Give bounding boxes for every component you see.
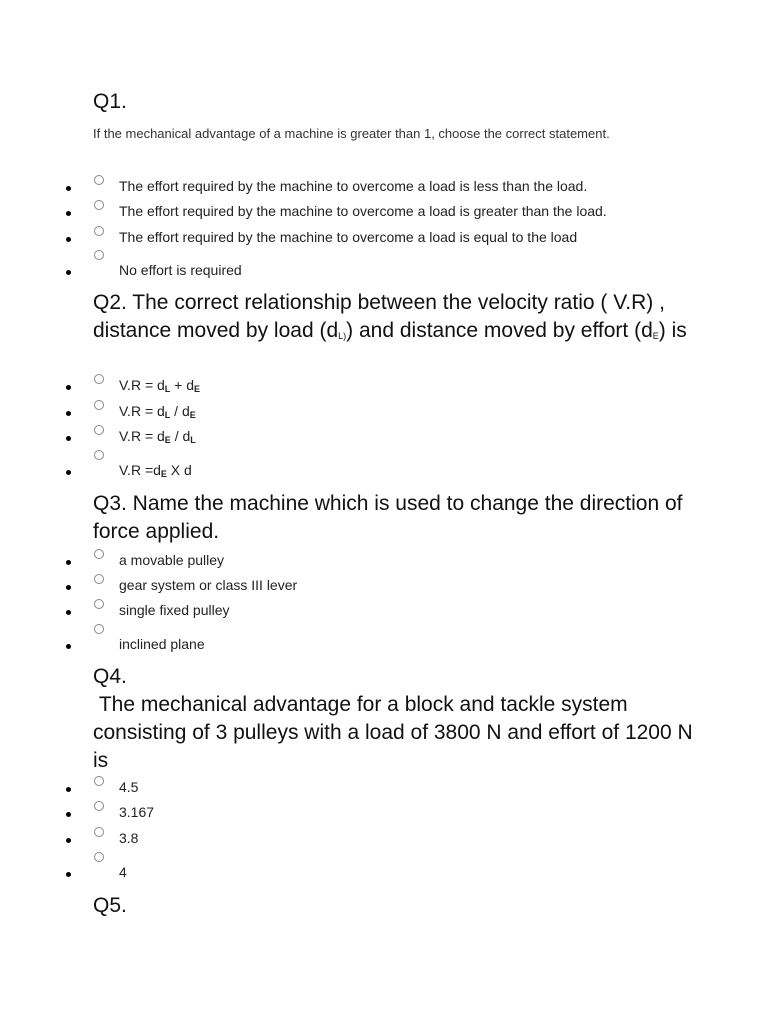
bullet-icon	[66, 812, 71, 817]
bullet-icon	[66, 585, 71, 590]
bullet-icon	[66, 787, 71, 792]
radio-button[interactable]	[94, 450, 104, 460]
bullet-icon	[66, 186, 71, 191]
q2-option-3[interactable]	[0, 428, 768, 450]
question-4-text: The mechanical advantage for a block and tackle system consisting of 3 pulleys with a load of 3800 N and effort of 1200 N is	[93, 693, 699, 772]
question-2-text: Q2. The correct relationship between the velocity ratio ( V.R) , distance moved by load $(d_{L)})$ and distance moved by effort $(d_E)$ is	[93, 291, 687, 342]
option-label: $V.R = d_L / d_E$	[119, 403, 196, 420]
option-label: $V.R = d_E / d_L$	[119, 428, 196, 445]
q3-option-1[interactable]	[0, 552, 768, 574]
bullet-icon	[66, 211, 71, 216]
q4-option-4[interactable]	[0, 864, 768, 886]
option-label: 4.5	[119, 779, 139, 795]
option-label: inclined plane	[119, 636, 205, 652]
q3-option-3[interactable]	[0, 602, 768, 624]
q1-option-2[interactable]	[0, 203, 768, 225]
option-label: a movable pulley	[119, 552, 225, 568]
radio-button[interactable]	[94, 226, 104, 236]
q2-option-4[interactable]	[0, 462, 768, 484]
option-label: The effort required by the machine to overcome a load is greater than the load.	[119, 203, 607, 219]
bullet-icon	[66, 270, 71, 275]
radio-button[interactable]	[94, 599, 104, 609]
radio-button[interactable]	[94, 801, 104, 811]
question-1-text: If the mechanical advantage of a machine is greater than 1, choose the correct statement.	[93, 126, 610, 141]
q1-option-1[interactable]	[0, 178, 768, 200]
q1-option-4[interactable]	[0, 262, 768, 284]
bullet-icon	[66, 644, 71, 649]
radio-button[interactable]	[94, 827, 104, 837]
radio-button[interactable]	[94, 200, 104, 210]
option-label: $V.R = d_L + d_E$	[119, 377, 201, 394]
bullet-icon	[66, 838, 71, 843]
bullet-icon	[66, 237, 71, 242]
option-label: 3.167	[119, 804, 155, 820]
q4-option-3[interactable]	[0, 830, 768, 852]
question-3-text: Q3. Name the machine which is used to change the direction of force applied.	[93, 492, 683, 543]
option-label: gear system or class III lever	[119, 577, 298, 593]
q2-option-2[interactable]	[0, 403, 768, 425]
option-label: 4	[119, 864, 127, 880]
bullet-icon	[66, 436, 71, 441]
option-label: single fixed pulley	[119, 602, 230, 618]
q4-option-1[interactable]	[0, 779, 768, 801]
option-label: 3.8	[119, 830, 139, 846]
radio-button[interactable]	[94, 549, 104, 559]
radio-button[interactable]	[94, 250, 104, 260]
radio-button[interactable]	[94, 776, 104, 786]
question-1-heading: Q1.	[93, 90, 127, 113]
option-label: The effort required by the machine to overcome a load is less than the load.	[119, 178, 588, 194]
radio-button[interactable]	[94, 175, 104, 185]
q3-option-4[interactable]	[0, 636, 768, 658]
q4-option-2[interactable]	[0, 804, 768, 826]
question-5-heading: Q5.	[93, 894, 127, 917]
question-4-heading: Q4.	[93, 665, 127, 688]
bullet-icon	[66, 385, 71, 390]
radio-button[interactable]	[94, 852, 104, 862]
bullet-icon	[66, 610, 71, 615]
radio-button[interactable]	[94, 400, 104, 410]
radio-button[interactable]	[94, 574, 104, 584]
radio-button[interactable]	[94, 374, 104, 384]
radio-button[interactable]	[94, 624, 104, 634]
q1-option-3[interactable]	[0, 229, 768, 251]
q2-option-1[interactable]	[0, 377, 768, 399]
q3-option-2[interactable]	[0, 577, 768, 599]
option-label: The effort required by the machine to overcome a load is equal to the load	[119, 229, 578, 245]
option-label: $V.R =d_E$ X d	[119, 462, 192, 479]
bullet-icon	[66, 411, 71, 416]
bullet-icon	[66, 560, 71, 565]
radio-button[interactable]	[94, 425, 104, 435]
option-label: No effort is required	[119, 262, 242, 278]
bullet-icon	[66, 470, 71, 475]
bullet-icon	[66, 872, 71, 877]
